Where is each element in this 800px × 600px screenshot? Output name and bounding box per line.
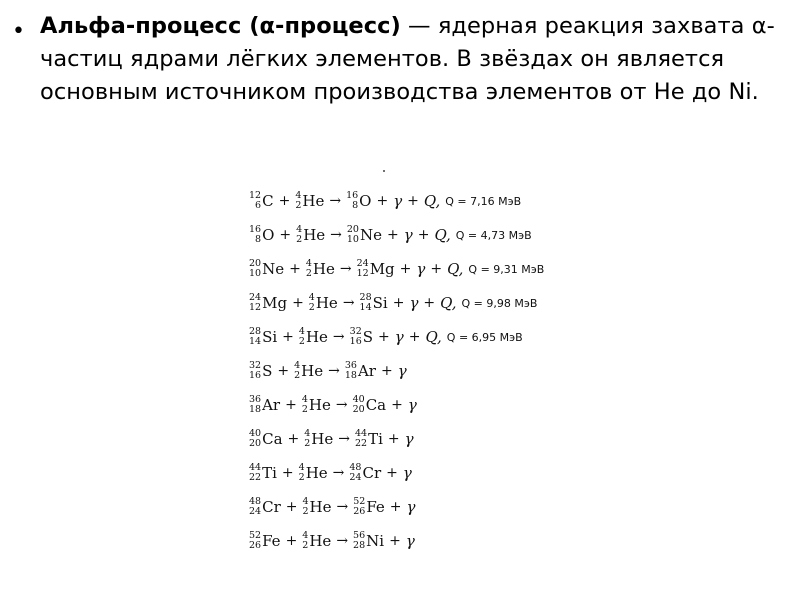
plus-sign: + xyxy=(391,397,403,413)
gamma-symbol: γ xyxy=(404,430,414,448)
atomic-number: 14 xyxy=(359,302,372,313)
plus-sign: + xyxy=(407,193,419,209)
product-nucleus-numbers xyxy=(357,259,369,279)
q-symbol: Q, xyxy=(423,192,441,210)
alpha-particle xyxy=(302,395,331,415)
atomic-number: 22 xyxy=(355,438,368,449)
plus-sign: + xyxy=(392,295,405,311)
product-nucleus-numbers xyxy=(355,429,367,449)
reaction-equation xyxy=(248,456,628,490)
target-nucleus xyxy=(249,361,272,381)
atomic-number: 2 xyxy=(298,336,305,347)
reaction-arrow: → xyxy=(329,193,342,209)
element-symbol: He xyxy=(305,328,328,346)
q-symbol: Q, xyxy=(425,328,442,346)
mass-number: 4 xyxy=(305,258,312,269)
atomic-number: 12 xyxy=(356,268,369,279)
q-value: Q = 9,98 МэВ xyxy=(461,296,538,310)
element-symbol: Ti xyxy=(368,430,383,448)
atomic-number: 26 xyxy=(353,506,366,517)
atomic-number: 2 xyxy=(301,404,308,415)
reaction-arrow: → xyxy=(328,363,340,379)
target-nucleus-numbers xyxy=(249,395,261,415)
atomic-number: 2 xyxy=(305,268,312,279)
element-symbol: Cr xyxy=(262,498,281,516)
mass-number: 32 xyxy=(249,360,262,371)
alpha-particle-numbers xyxy=(304,429,310,449)
alpha-particle xyxy=(306,259,335,279)
atomic-number: 2 xyxy=(302,506,309,517)
atomic-number: 2 xyxy=(304,438,311,449)
atomic-number: 24 xyxy=(249,506,262,517)
atomic-number: 24 xyxy=(349,472,362,483)
gamma-symbol: γ xyxy=(397,362,407,380)
plus-sign: + xyxy=(287,431,300,447)
element-symbol: He xyxy=(312,260,335,278)
reaction-equation xyxy=(248,320,628,354)
target-nucleus xyxy=(249,463,277,483)
alpha-particle-numbers xyxy=(299,327,305,347)
element-symbol: Ne xyxy=(262,260,285,278)
gamma-symbol: γ xyxy=(405,532,415,550)
product-nucleus-numbers xyxy=(345,361,357,381)
mass-number: 16 xyxy=(249,224,262,235)
target-nucleus xyxy=(249,327,277,347)
plus-sign: + xyxy=(387,431,400,447)
reaction-equation xyxy=(248,184,628,218)
bullet-marker: • xyxy=(12,19,25,44)
reaction-arrow: → xyxy=(336,499,349,515)
alpha-particle-numbers xyxy=(302,497,308,517)
reaction-equation xyxy=(248,388,628,422)
reaction-equation xyxy=(248,490,628,524)
product-nucleus xyxy=(350,327,373,347)
mass-number: 4 xyxy=(295,190,302,201)
bullet-definition: — ядерная реакция захвата α-частиц ядрами лёгких элементов. В звёздах он является основным источником производства элементов от He до Ni. xyxy=(40,13,775,105)
mass-number: 16 xyxy=(346,190,359,201)
target-nucleus xyxy=(249,395,280,415)
element-symbol: Mg xyxy=(369,260,395,278)
plus-sign: + xyxy=(430,261,443,277)
target-nucleus-numbers xyxy=(249,327,261,347)
element-symbol: Fe xyxy=(366,498,385,516)
product-nucleus xyxy=(345,361,376,381)
reaction-arrow: → xyxy=(332,329,345,345)
gamma-symbol: γ xyxy=(393,192,403,210)
mass-number: 52 xyxy=(353,496,366,507)
target-nucleus-numbers xyxy=(249,361,261,381)
atomic-number: 28 xyxy=(353,540,366,551)
reaction-equation xyxy=(248,354,628,388)
q-value: Q = 7,16 МэВ xyxy=(445,194,522,208)
alpha-particle xyxy=(304,429,333,449)
reaction-arrow: → xyxy=(339,261,352,277)
q-symbol: Q, xyxy=(440,294,457,312)
plus-sign: + xyxy=(389,499,402,515)
plus-sign: + xyxy=(281,465,294,481)
element-symbol: S xyxy=(262,362,273,380)
target-nucleus-numbers xyxy=(249,497,261,517)
product-nucleus xyxy=(357,259,395,279)
plus-sign: + xyxy=(285,533,298,549)
element-symbol: Mg xyxy=(262,294,288,312)
target-nucleus xyxy=(249,259,284,279)
alpha-particle-numbers xyxy=(299,463,305,483)
element-symbol: Cr xyxy=(362,464,382,482)
element-symbol: He xyxy=(305,464,328,482)
mass-number: 48 xyxy=(349,462,362,473)
target-nucleus xyxy=(249,531,281,551)
mass-number: 4 xyxy=(298,462,305,473)
element-symbol: Ti xyxy=(262,464,277,482)
product-nucleus-numbers xyxy=(353,497,365,517)
atomic-number: 2 xyxy=(296,234,303,245)
alpha-particle xyxy=(294,361,323,381)
gamma-symbol: γ xyxy=(402,464,412,482)
element-symbol: Si xyxy=(262,328,278,346)
reaction-equation xyxy=(248,524,628,558)
element-symbol: He xyxy=(309,498,332,516)
target-nucleus xyxy=(249,191,274,211)
mass-number: 56 xyxy=(353,530,366,541)
reaction-equation xyxy=(248,422,628,456)
bullet-item xyxy=(12,10,792,109)
alpha-particle xyxy=(302,531,331,551)
plus-sign: + xyxy=(278,193,291,209)
element-symbol: Ca xyxy=(365,396,387,414)
mass-number: 28 xyxy=(249,326,262,337)
atomic-number: 2 xyxy=(295,200,302,211)
q-value: Q = 4,73 МэВ xyxy=(455,228,532,242)
alpha-particle xyxy=(296,225,325,245)
mass-number: 24 xyxy=(249,292,262,303)
gamma-symbol: γ xyxy=(409,294,419,312)
element-symbol: He xyxy=(308,396,331,414)
reaction-arrow: → xyxy=(335,397,348,413)
atomic-number: 2 xyxy=(302,540,309,551)
q-value: Q = 6,95 МэВ xyxy=(446,330,523,344)
alpha-particle-numbers xyxy=(295,191,301,211)
mass-number: 44 xyxy=(355,428,368,439)
mass-number: 4 xyxy=(308,292,315,303)
product-nucleus-numbers xyxy=(353,531,365,551)
product-nucleus xyxy=(347,225,382,245)
gamma-symbol: γ xyxy=(406,498,416,516)
atomic-number: 18 xyxy=(344,370,357,381)
reaction-arrow: → xyxy=(338,431,350,447)
reaction-arrow: → xyxy=(336,533,349,549)
target-nucleus xyxy=(249,293,287,313)
plus-sign: + xyxy=(386,465,398,481)
target-nucleus-numbers xyxy=(249,191,261,211)
atomic-number: 2 xyxy=(308,302,315,313)
atomic-number: 8 xyxy=(352,200,359,211)
product-nucleus-numbers xyxy=(353,395,365,415)
plus-sign: + xyxy=(423,295,436,311)
alpha-particle-numbers xyxy=(306,259,312,279)
element-symbol: He xyxy=(301,362,324,380)
mass-number: 20 xyxy=(346,224,359,235)
product-nucleus xyxy=(355,429,383,449)
product-nucleus xyxy=(349,463,381,483)
plus-sign: + xyxy=(376,193,389,209)
alpha-particle xyxy=(299,463,328,483)
atomic-number: 10 xyxy=(346,234,359,245)
target-nucleus xyxy=(249,225,274,245)
mass-number: 24 xyxy=(356,258,369,269)
plus-sign: + xyxy=(279,227,292,243)
target-nucleus-numbers xyxy=(249,259,261,279)
gamma-symbol: γ xyxy=(403,226,413,244)
element-symbol: He xyxy=(302,192,325,210)
gamma-symbol: γ xyxy=(394,328,404,346)
atomic-number: 14 xyxy=(249,336,262,347)
atomic-number: 20 xyxy=(352,404,365,415)
target-nucleus-numbers xyxy=(249,225,261,245)
reaction-equation xyxy=(248,286,628,320)
target-nucleus-numbers xyxy=(249,531,261,551)
product-nucleus-numbers xyxy=(346,191,358,211)
element-symbol: S xyxy=(362,328,374,346)
gamma-symbol: γ xyxy=(416,260,426,278)
plus-sign: + xyxy=(285,499,298,515)
plus-sign: + xyxy=(285,397,297,413)
atomic-number: 12 xyxy=(249,302,262,313)
atomic-number: 2 xyxy=(294,370,301,381)
atomic-number: 16 xyxy=(249,370,262,381)
mass-number: 36 xyxy=(344,360,357,371)
equation-list xyxy=(248,184,628,558)
mass-number: 4 xyxy=(304,428,311,439)
alpha-particle xyxy=(299,327,328,347)
mass-number: 28 xyxy=(359,292,372,303)
gamma-symbol: γ xyxy=(407,396,417,414)
element-symbol: He xyxy=(311,430,334,448)
product-nucleus xyxy=(353,497,385,517)
stray-mark xyxy=(383,170,385,172)
element-symbol: Ni xyxy=(366,532,385,550)
q-value: Q = 9,31 МэВ xyxy=(468,262,545,276)
plus-sign: + xyxy=(292,295,304,311)
atomic-number: 2 xyxy=(298,472,305,483)
element-symbol: Ar xyxy=(357,362,376,380)
target-nucleus xyxy=(249,429,283,449)
mass-number: 4 xyxy=(294,360,301,371)
mass-number: 40 xyxy=(249,428,262,439)
mass-number: 4 xyxy=(301,394,308,405)
alpha-particle-numbers xyxy=(296,225,302,245)
mass-number: 40 xyxy=(352,394,365,405)
alpha-particle-numbers xyxy=(302,531,308,551)
atomic-number: 16 xyxy=(349,336,362,347)
alpha-particle-numbers xyxy=(302,395,308,415)
atomic-number: 18 xyxy=(249,404,262,415)
product-nucleus-numbers xyxy=(349,463,361,483)
product-nucleus xyxy=(346,191,371,211)
plus-sign: + xyxy=(380,363,393,379)
atomic-number: 26 xyxy=(249,540,262,551)
target-nucleus-numbers xyxy=(249,429,261,449)
element-symbol: He xyxy=(309,532,332,550)
mass-number: 12 xyxy=(249,190,262,201)
plus-sign: + xyxy=(277,363,290,379)
mass-number: 4 xyxy=(298,326,305,337)
mass-number: 4 xyxy=(296,224,303,235)
q-symbol: Q, xyxy=(434,226,451,244)
plus-sign: + xyxy=(282,329,294,345)
q-symbol: Q, xyxy=(447,260,464,278)
plus-sign: + xyxy=(389,533,401,549)
atomic-number: 8 xyxy=(255,234,262,245)
product-nucleus xyxy=(353,531,384,551)
target-nucleus xyxy=(249,497,281,517)
product-nucleus xyxy=(353,395,387,415)
plus-sign: + xyxy=(408,329,421,345)
mass-number: 36 xyxy=(249,394,262,405)
element-symbol: O xyxy=(359,192,372,210)
reaction-arrow: → xyxy=(330,227,342,243)
alpha-particle xyxy=(309,293,338,313)
atomic-number: 22 xyxy=(249,472,262,483)
plus-sign: + xyxy=(387,227,399,243)
reaction-equation xyxy=(248,252,628,286)
atomic-number: 20 xyxy=(249,438,262,449)
plus-sign: + xyxy=(289,261,301,277)
reaction-arrow: → xyxy=(342,295,355,311)
alpha-particle xyxy=(302,497,331,517)
element-symbol: Ca xyxy=(262,430,283,448)
mass-number: 44 xyxy=(249,462,262,473)
atomic-number: 6 xyxy=(255,200,262,211)
atomic-number: 10 xyxy=(249,268,262,279)
alpha-particle xyxy=(295,191,324,211)
bullet-term: Альфа-процесс (α-процесс) xyxy=(40,13,401,39)
product-nucleus xyxy=(360,293,388,313)
plus-sign: + xyxy=(399,261,412,277)
alpha-particle-numbers xyxy=(294,361,300,381)
alpha-particle-numbers xyxy=(309,293,315,313)
element-symbol: C xyxy=(262,192,274,210)
element-symbol: Ne xyxy=(359,226,382,244)
target-nucleus-numbers xyxy=(249,293,261,313)
product-nucleus-numbers xyxy=(347,225,359,245)
element-symbol: Si xyxy=(372,294,388,312)
mass-number: 52 xyxy=(249,530,262,541)
element-symbol: O xyxy=(262,226,275,244)
element-symbol: Ar xyxy=(262,396,281,414)
element-symbol: Fe xyxy=(262,532,281,550)
reaction-arrow: → xyxy=(332,465,345,481)
product-nucleus-numbers xyxy=(360,293,372,313)
target-nucleus-numbers xyxy=(249,463,261,483)
element-symbol: He xyxy=(315,294,338,312)
reaction-equation xyxy=(248,218,628,252)
mass-number: 32 xyxy=(349,326,362,337)
bullet-text xyxy=(40,10,792,109)
plus-sign: + xyxy=(378,329,390,345)
element-symbol: He xyxy=(303,226,326,244)
mass-number: 48 xyxy=(249,496,262,507)
mass-number: 4 xyxy=(302,496,309,507)
mass-number: 20 xyxy=(249,258,262,269)
plus-sign: + xyxy=(417,227,430,243)
product-nucleus-numbers xyxy=(350,327,362,347)
mass-number: 4 xyxy=(302,530,309,541)
